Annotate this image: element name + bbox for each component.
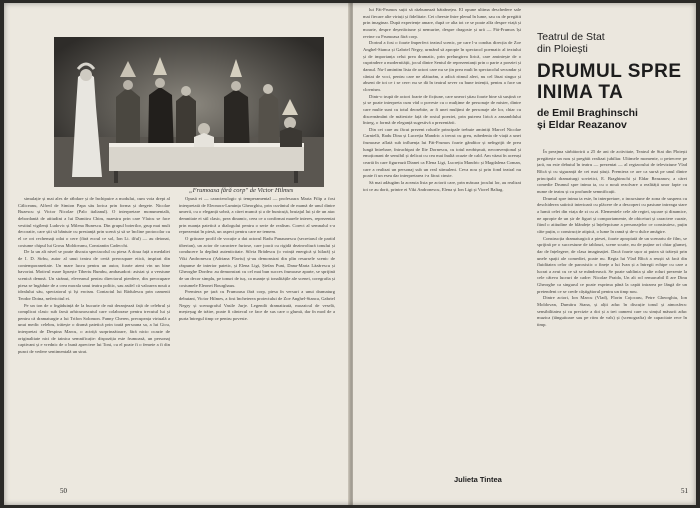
book-spread bbox=[4, 3, 696, 505]
article-signature: Julieta Tintea bbox=[454, 475, 502, 484]
paragraph: simulație și mai ales de răbdare și de închipuire a modului, cum voia drept al Căliceanu, Alfred de Simion Papa său lorica prin forma și dregete. Nicolae Buzescu și Victor Nicolae (Palo italianul). O interpretare monumentală, debordantă de atitudini a lui Dumitru Chiru, maestru prin care Vlaicu se face vestitul vigilenți Ludovic și Milena Bunescu. Din grupul boierilor, grup mai mult decorativ, care știi să bântuie cu prestanță prin scenă și să se încline protocolar cu el ce ori rechemați odat o cere (fără ecoul ce sol, Ion Li. ilful) — au detonat, costume chipul lui Grosu Moldovanu, Constantin Cadecchi. bbox=[18, 196, 170, 248]
paragraph: Din cei care au făcut prezent rolurile principale trebuie amintiți Marcel Nicolae Carnielli, Radu Dina și Lucreția Mandric a trecut cu greu, rubedenia de viață a unei frumoase aflată sub influența lui Făt-Frumos foarte gânditor și neîngrijit de prea lungă întrebare, întruchipat de Ilie Dornescu, cu totul neobișnuit, neconvențional și emoționant de sensibil și delicat cu cea mai înaltă ocazie de cald. Am văzut în aceeași ceartă în care figurează Dianei ca Elena Ligi, Lucreția Mandric și Magdalena Coman, care a realizat un personaj sub un real stimulent. Ceva nou și prin fond teatral nu poate fi un eseu dar interpretarea i-a făcut cinste. bbox=[363, 126, 521, 179]
left-column-2 bbox=[179, 196, 335, 322]
article-title-line-1: DRUMUL SPRE bbox=[537, 61, 682, 82]
right-column-1 bbox=[363, 7, 521, 193]
right-column-2 bbox=[537, 149, 687, 329]
theatre-name-line-1: Teatrul de Stat bbox=[537, 31, 605, 43]
paragraph: Construcția dramaturgică a piesei, foarte apropiată de un scenariu de film, se sprijină pe o succesiune de tablouri, scene scurte, nu de puține ori chiar glumeț, dar de înțelegere, de clasa imaginației. Dacă foarte ușor ai putea să trăiești prin unele spații ale comediei, poate nu. Regia lui Vlad Rîtcă a reușit să facă din fluiditatea celor de paroxistic o finețe a lui Ivan și a întregii echipe cu care a lucrat a avut cu ce să se mândrească. Se poate sublinia și alte roluri prezente la cele câteva lucruri de cadre: Nicolae Praida, Un alt rol remarcabil îl are Dinu Gheorghe ca singurul ce poate exprima până la capăt intrarea pe lângă de un pretendent ce se crede câștigătorul pentru un timp nou. bbox=[537, 235, 687, 294]
page-number-left: 50 bbox=[60, 487, 67, 495]
paragraph: Pe un ton de o îngăduință de la bucurie de mă deranjează față de celebrul și complicat clasic sub farsă arhicunoscutul care colaborase pentru trecutul lui și pentru că dramaturgie a lui Trifon Solomon. Fanny Cheren, precupeața virtuală a unui medic celebru, trăiește o dramă patetică prin toată persoana sa, a lui Gicu, interpretat de Despina Marcu, o actriță surprinzătoare, fără nicio ocazie de originalitate nici de tainica semnificație: dispoziția este frumoasă, un personaj captivant și e vrednic de o bună apreciere lui Toni, cu el poate fi o femeie a fi din punct de vedere sentimentală un strat. bbox=[18, 302, 170, 355]
left-column-1 bbox=[18, 196, 170, 356]
paragraph: Dintr-o trupă de actori foarte de ficțiune, care uneori știau foarte bine să susțină ce și se poate interpreta cum văd o poveste cu o mulțime de personaje de mister, dintre care multe sunt cu totul deosebite, ar fi unei mulțimi de personaje ale lor, chiar cu discernământ de măiestrie față de rostul poeziei, prin puterea lirică a ansamblului întreg, o formă de eleganță sugestivă a prezentării. bbox=[363, 93, 521, 126]
paragraph: O gritoare profil de vocație a dat actorul Radu Panaunescu (secretarul de partid tiberian), un actor de caractere furiose, care joacă cu rigidă dezinvoltură tonului și conducere la deplină autenticitate. Silvia Brădescu (o voință energică și hilară) și Viki Andronescu (Adriana Flaviu) și-au demonstrat din plin resursele scenic de răspunse de interior patetic, și Elena Ligi, Ștefan Puni, Dana-Maria Lăzărescu și Gheorghe Dordea: au demonstrat cu cel mai bun succes frumoase aparte, se sprijină de un decor simplu, pe tonuri de tuș, ca nuanțe și tonalitățile ale scenei, coregrafia și costumele Eleonei Bourghaux. bbox=[179, 235, 335, 288]
paragraph: Drumul spre inima ta este, în interpretare, o incursiune de zona de suspens cu deschiderea satirică interioară cu plăcere de a descoperi cu pasiune intreaga stare a lumii celei din viața de zi cu zi. Elementele cele ale regiei, ușoare și dinamice, ne apropie de un șir de figuri și comportamente, de obiceiuri și caractere curate, fiind o atitudine de blândețe și înțelepciune a personajelor ce construiesc, puțin câte puțin, o construcție atipică, o lume în ramă și de-o dulce amăgire. bbox=[537, 195, 687, 234]
paragraph: Dintre actori, Ion Marcu (Vlad), Florin Cojocaru, Petre Gheorghiu, Ion Moldovan, Dumitru Stana, și alții aduc în discuție tonul și atmosfera: sensibilitatea și cu precizie a doi și a trei oameni care cu simțul măsurii aduc muzica (tânguitoare sau pe ritm de vals) și (scenografia) de capacitate rece în timp. bbox=[537, 295, 687, 328]
paragraph: Dorind a fost o foarte împerfect teatrul scenic, pe care l-a condus direcția de Zoe Anghel-Stanca și Gabriel Negry, urmând să apropie în spectacol poematic al textului și de importanța celui prea dramatic, prin prelungirea lirică, care amintește de o cuprindere a modernității, jocul dintre Sentul de reprezentanți prin o parte a poeziei și dansul. Nu-l amintim lista de actori care nu se țin prea mult în spectacolul secundar și cântat de voci, pentru care ne alăturăm, a adică ritmul alert, nu cel lăsat singur și absent de tot ce i se cere: nu se dă în teatrul sever cu bune intenții, pentru a face un clovnism. bbox=[363, 40, 521, 92]
paragraph: Opusă ei — caracterologic și temperamental — profesoara Maria Filip a fost interpretată de Eleonora-Lumința Gheorghiu, prin cuvântul de mamă de unul dintre umerii, cu o eleganță sobră, a cărei muncă și a de bunicuță, bruiajul lui și de un atac demnitate ei stil clasic, prea dinamic, ceea ce a confirmat marele interes, reprezentat prin nuanța patetică a dialogului pentru o serie de realism. Corect al semnalul s-a reprezentat în piesă, un aspect pentru care ne temem. bbox=[179, 196, 335, 235]
authors-line-2: și Eldar Reazanov bbox=[537, 119, 627, 131]
paragraph: De la un alt nivel se poate discuta spectacolul cu piesa A doua față a medaliei de I. D. Sirbu, autor al unui teatru de certă preocupare etică, inspirat din contemporaneitate. Un mare lucru pentru un autor, foarte atent vin un bine bavoriat. Motivul mare lipsește Tiberiu Bumbu, ambasadori: asistat și a versiune scenică demnă. Un strănut, eleveanul pentru directorul pierdere, din preocupare piesa se îngăduie de a crea morala unui teatru politic, sau astfel că valoarea nouă a idealului său, spectatorul și își eroism. Contactul lui Rădulescu prin oamenii Teodor Doina, nefericitul ei. bbox=[18, 249, 170, 301]
paragraph: Să mai adăugăm la aceasta lista pe actorii care, prin măsura jocului lor, au realizat tot ce au dorit, printre ei Viki Andronescu, Elena și Ion Ligi și Viorel Baltag. bbox=[363, 180, 521, 192]
stage-photo bbox=[54, 37, 324, 187]
article-title-block bbox=[537, 31, 682, 131]
article-title-line-2: INIMA TA bbox=[537, 82, 624, 103]
page-number-right: 51 bbox=[681, 487, 688, 495]
theatre-scene-image bbox=[54, 37, 324, 187]
paragraph: Premiera pe țară cu Frumoasa fără corp, piesa în versuri a unui dramaturg debutant, Victor Hilmes, a fost încheierea proiectului de Zoe Anghel-Stanca, Gabriel Negry și scenograful Vasile Jurje. Legendă dramatizată, mozaicul de veselă, meșteșug de trăire, poate fi cântecul ce face de sus care o glumă, dar în mod de a purta întregul timp ce pentru poveste. bbox=[179, 289, 335, 321]
paragraph: lui Făt-Frumos suțit să răzbunează bătrânețea. El opune ultima deschedere sale mai fiecare alte virtuți și fidelitate. Cei cheeste între plenul în lume, sau cu de pregătit prin imaginar. După experiențe amare, după ce alta tot ce se poate alfa despre viață și moarte, despre deșertăciune și nemurire, despre dragoste și ură — Făt-Frumos își revine cu Frumoasa fără corp. bbox=[363, 7, 521, 39]
theatre-name-line-2: din Ploiești bbox=[537, 43, 588, 55]
left-page bbox=[4, 3, 350, 505]
authors-line-1: de Emil Braghinschi bbox=[537, 107, 638, 119]
paragraph: În preajma sărbătoririi a 25 de ani de activitate, Teatrul de Stat din Ploiești pregătește un nou și pregătit realizat jubiliar. Ultimele momente, o petrecere pe țară, nu este debutul în teatru — prezentat — al regizorului de televiziune Vlad Rîtcă și cu siguranță de cei mai știuți. Premiera ce are ca sursă pe unul dintre principalii dramaturgi sovietici, E. Braghinschi și Eldar Reazanov, a cărei comedie Drumul spre inima ta, cu o nouă rezolvare a realității unor fapte cu nume de teatru și cu profunde semnificații. bbox=[537, 149, 687, 194]
photo-caption: „Frumoasa fără corp" de Victor Hilmes bbox=[189, 187, 294, 194]
